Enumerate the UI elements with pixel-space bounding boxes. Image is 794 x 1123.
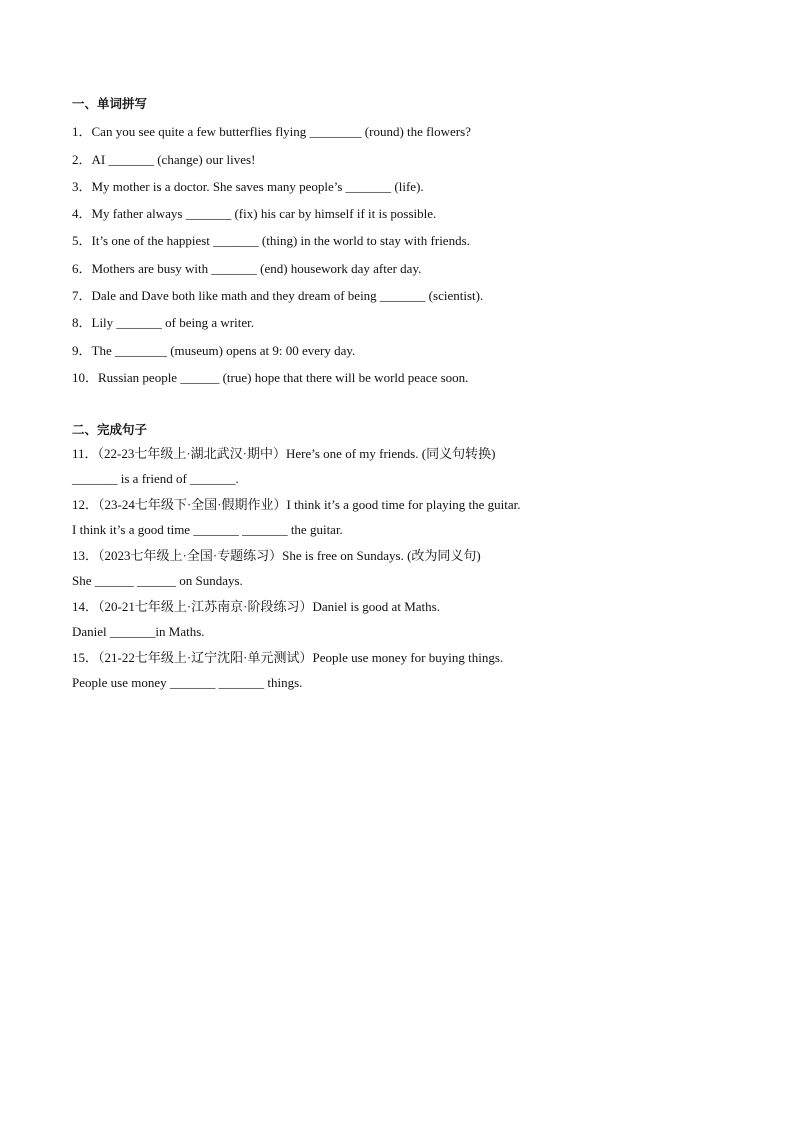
question-10: 10．Russian people ______ (true) hope that there will be world peace soon. xyxy=(72,369,469,385)
question-6: 6．Mothers are busy with _______ (end) housework day after day. xyxy=(72,260,422,276)
section-complete-sentences xyxy=(72,420,722,693)
question-12: 12．（23-24七年级下·全国·假期作业）I think it’s a good time for playing the guitar. xyxy=(72,496,521,512)
section-title-complete-sentences: 二、完成句子 xyxy=(72,421,148,437)
question-8: 8．Lily _______ of being a writer. xyxy=(72,315,254,331)
question-1: 1．Can you see quite a few butterflies flying ________ (round) the flowers? xyxy=(72,124,471,140)
question-13: 13．（2023七年级上·全国·专题练习）She is free on Sundays. (改为同义句) xyxy=(72,547,481,563)
question-7: 7．Dale and Dave both like math and they dream of being _______ (scientist). xyxy=(72,288,484,304)
answer-line-15: People use money _______ _______ things. xyxy=(72,675,303,691)
question-14: 14．（20-21七年级上·江苏南京·阶段练习）Daniel is good at Maths. xyxy=(72,598,440,614)
question-4: 4．My father always _______ (fix) his car by himself if it is possible. xyxy=(72,206,437,222)
answer-line-11: _______ is a friend of _______. xyxy=(72,471,239,487)
question-3: 3．My mother is a doctor. She saves many people’s _______ (life). xyxy=(72,178,424,194)
section-title-spelling: 一、单词拼写 xyxy=(72,96,148,111)
section-spelling xyxy=(72,94,722,387)
question-2: 2．AI _______ (change) our lives! xyxy=(72,151,256,167)
answer-line-12: I think it’s a good time _______ _______ the guitar. xyxy=(72,522,343,538)
question-15: 15．（21-22七年级上·辽宁沈阳·单元测试）People use money for buying things. xyxy=(72,649,504,665)
worksheet-page xyxy=(72,94,722,692)
question-11: 11．（22-23七年级上·湖北武汉·期中）Here’s one of my friends. (同义句转换) xyxy=(72,445,496,461)
question-5: 5．It’s one of the happiest _______ (thing) in the world to stay with friends. xyxy=(72,233,470,249)
answer-line-13: She ______ ______ on Sundays. xyxy=(72,573,243,589)
question-9: 9．The ________ (museum) opens at 9: 00 every day. xyxy=(72,342,356,358)
section-spacer xyxy=(72,387,722,420)
answer-line-14: Daniel _______in Maths. xyxy=(72,624,205,640)
